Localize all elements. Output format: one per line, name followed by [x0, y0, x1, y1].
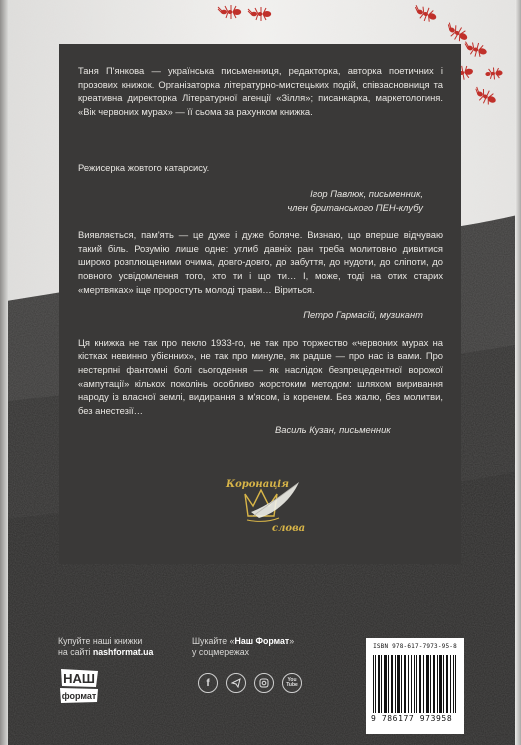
social-info [192, 636, 294, 658]
buy-line2-prefix: на сайті [58, 647, 93, 657]
footer [0, 628, 521, 745]
barcode-bars [371, 655, 459, 721]
facebook-icon[interactable]: f [198, 673, 218, 693]
award-logo-line1: Коронація [226, 479, 289, 490]
quote-text: Ця книжка не так про пекло 1933-го, не так про торжество «червоних мурах на кістках невинно убієнних», не так про минуле, як радше — про нас із вами. Про нестерпні фантомні болі сьогодення — як наслідок безпрецедентної ворожої «ампутації» кількох поколінь особливо жорстоким методом: шляхом виривання народу із власної землі, видирання з м'ясом, із коренем. Без жалю, без молитви, без анестезії… [78, 336, 443, 416]
youtube-icon[interactable]: You Tube [282, 673, 302, 693]
publisher-logo [58, 667, 100, 705]
quote-author: Петро Гармасій, музикант [303, 309, 423, 321]
award-logo [217, 472, 309, 540]
quote-author-title: член британського ПЕН-клубу [287, 201, 423, 213]
quote-author: Ігор Павлюк, письменник, [310, 187, 423, 199]
quote-text: Режисерка жовтого катарсису. [78, 162, 210, 174]
find-suffix: » [289, 636, 295, 646]
award-logo-line2: слова [272, 523, 306, 534]
quote-text: Виявляється, пам'ять — це дуже і дуже боляче. Визнаю, що вперше відчуваю такий біль. Розумію лише одне: углиб давніх ран треба молитовно дивитися широко розплющеними очима, довго-довго, до забуття, до нудоти, до сліпоти, до повного усвідомлення того, хто ти і що ти… І, може, тоді на отих старих «мертвяках» іще проростуть молоді трави… Віриться. [78, 229, 443, 295]
buy-site-link[interactable]: nashformat.ua [92, 647, 154, 657]
publisher-logo-line2: формат [61, 691, 97, 701]
buy-info [58, 636, 153, 658]
isbn-text: ISBN 978-617-7973-95-8 [373, 643, 457, 650]
quote-author: Василь Кузан, письменник [275, 424, 391, 436]
find-line2: у соцмережах [192, 647, 250, 657]
instagram-icon[interactable] [254, 673, 274, 693]
blurb-panel [59, 44, 461, 564]
barcode-number: 9 786177 973958 [371, 713, 459, 724]
isbn-barcode [366, 638, 464, 734]
find-brand: Наш Формат [234, 636, 290, 646]
social-icons [198, 673, 302, 693]
author-bio: Таня П'янкова — українська письменниця, редакторка, авторка поетичних і прозових книжок. Організаторка літературно-мистецьких подій, співзасновниця та креативна директорка Літературної агенції «Зілля»; писанкарка, маркетологиня. «Вік червоних мурах» — її сьома за рахунком книжка. [78, 65, 443, 117]
publisher-logo-line1: НАШ [63, 671, 95, 686]
find-prefix: Шукайте « [192, 636, 235, 646]
telegram-icon[interactable] [226, 673, 246, 693]
buy-line1: Купуйте наші книжки [58, 636, 143, 646]
